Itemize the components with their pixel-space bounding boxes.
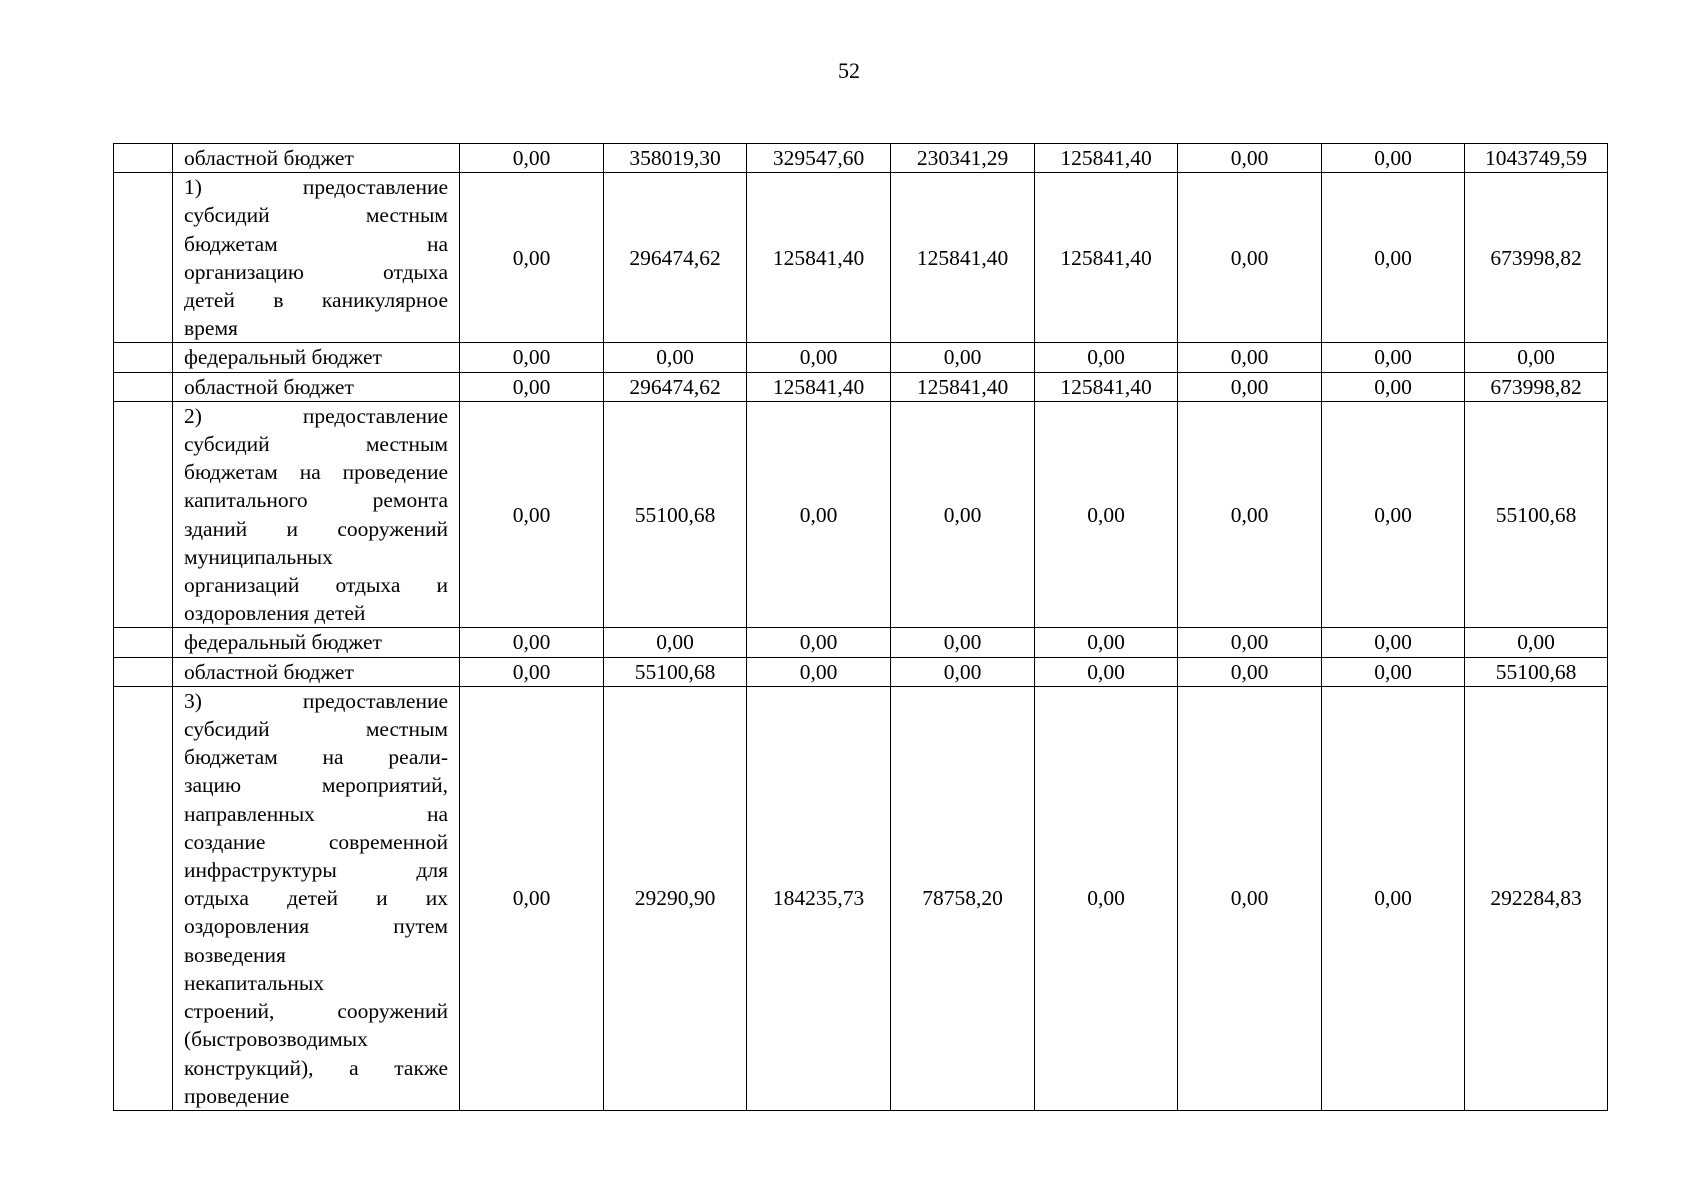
value-cell: 0,00 (1322, 628, 1465, 657)
row-name-line: зацию мероприятий, (184, 773, 448, 798)
table-row (114, 372, 1608, 401)
value-cell: 1043749,59 (1465, 144, 1608, 173)
row-index-cell (114, 686, 173, 1110)
row-name-line: субсидий местным (184, 203, 448, 228)
value-cell: 0,00 (1035, 401, 1178, 628)
value-cell: 0,00 (1322, 657, 1465, 686)
row-name-line: (быстровозводимых (184, 1027, 368, 1052)
row-name-line: организаций отдыха и (184, 573, 448, 598)
value-cell: 0,00 (460, 173, 604, 343)
value-cell: 0,00 (604, 343, 747, 372)
value-cell: 0,00 (1178, 628, 1322, 657)
table-row (114, 686, 1608, 1110)
value-cell: 0,00 (460, 144, 604, 173)
row-name-line: 3) предоставление (184, 688, 448, 713)
value-cell: 0,00 (1035, 686, 1178, 1110)
value-cell: 0,00 (1035, 343, 1178, 372)
value-cell: 0,00 (460, 372, 604, 401)
value-cell: 55100,68 (1465, 657, 1608, 686)
table-row (114, 401, 1608, 628)
row-index-cell (114, 628, 173, 657)
row-name-line: время (184, 316, 238, 341)
table-row (114, 628, 1608, 657)
value-cell: 0,00 (1322, 686, 1465, 1110)
row-name-line: субсидий местным (184, 432, 448, 457)
value-cell: 0,00 (1465, 628, 1608, 657)
value-cell: 0,00 (1178, 401, 1322, 628)
row-name-line: областной бюджет (184, 374, 354, 399)
value-cell: 125841,40 (747, 372, 891, 401)
value-cell: 0,00 (1178, 686, 1322, 1110)
value-cell: 0,00 (747, 657, 891, 686)
value-cell: 0,00 (460, 686, 604, 1110)
table-row (114, 343, 1608, 372)
row-name-line: федеральный бюджет (184, 630, 382, 655)
value-cell: 0,00 (747, 343, 891, 372)
value-cell: 125841,40 (891, 173, 1035, 343)
row-name-line: капитального ремонта (184, 488, 448, 513)
value-cell: 0,00 (460, 657, 604, 686)
row-name-line: 2) предоставление (184, 403, 448, 428)
row-name-line: 1) предоставление (184, 175, 448, 200)
value-cell: 125841,40 (747, 173, 891, 343)
row-name-line: бюджетам на проведение (184, 460, 448, 485)
value-cell: 125841,40 (1035, 144, 1178, 173)
value-cell: 0,00 (1178, 144, 1322, 173)
value-cell: 125841,40 (1035, 173, 1178, 343)
value-cell: 184235,73 (747, 686, 891, 1110)
row-name-cell (173, 372, 460, 401)
row-name-line: организацию отдыха (184, 259, 448, 284)
row-index-cell (114, 144, 173, 173)
row-name-line: федеральный бюджет (184, 345, 382, 370)
page-number: 52 (838, 58, 860, 83)
value-cell: 125841,40 (1035, 372, 1178, 401)
row-name-line: создание современной (184, 829, 448, 854)
value-cell: 0,00 (1178, 372, 1322, 401)
row-name-line: оздоровления детей (184, 601, 366, 626)
row-name-line: областной бюджет (184, 659, 354, 684)
row-name-line: инфраструктуры для (184, 858, 448, 883)
value-cell: 296474,62 (604, 173, 747, 343)
value-cell: 296474,62 (604, 372, 747, 401)
row-name-line: строений, сооружений (184, 999, 448, 1024)
row-name-cell (173, 657, 460, 686)
table-row (114, 657, 1608, 686)
row-name-line: конструкций), а также (184, 1055, 448, 1080)
value-cell: 55100,68 (604, 657, 747, 686)
row-name-cell (173, 343, 460, 372)
value-cell: 0,00 (1178, 657, 1322, 686)
value-cell: 0,00 (747, 401, 891, 628)
row-name-line: бюджетам на реали- (184, 745, 448, 770)
value-cell: 0,00 (891, 628, 1035, 657)
row-name-line: муниципальных (184, 544, 333, 569)
value-cell: 0,00 (460, 401, 604, 628)
value-cell: 329547,60 (747, 144, 891, 173)
table-row (114, 144, 1608, 173)
row-index-cell (114, 372, 173, 401)
value-cell: 125841,40 (891, 372, 1035, 401)
row-index-cell (114, 173, 173, 343)
table-body (114, 144, 1608, 1111)
row-name-line: субсидий местным (184, 717, 448, 742)
value-cell: 0,00 (460, 628, 604, 657)
row-name-cell (173, 173, 460, 343)
row-name-line: бюджетам на (184, 231, 448, 256)
value-cell: 292284,83 (1465, 686, 1608, 1110)
row-name-cell (173, 686, 460, 1110)
value-cell: 0,00 (891, 401, 1035, 628)
value-cell: 29290,90 (604, 686, 747, 1110)
value-cell: 0,00 (1035, 628, 1178, 657)
value-cell: 0,00 (747, 628, 891, 657)
value-cell: 55100,68 (1465, 401, 1608, 628)
row-name-line: областной бюджет (184, 146, 354, 170)
value-cell: 358019,30 (604, 144, 747, 173)
table-row (114, 173, 1608, 343)
value-cell: 0,00 (1465, 343, 1608, 372)
value-cell: 673998,82 (1465, 173, 1608, 343)
value-cell: 0,00 (1322, 173, 1465, 343)
value-cell: 673998,82 (1465, 372, 1608, 401)
value-cell: 55100,68 (604, 401, 747, 628)
budget-table (113, 143, 1608, 1111)
value-cell: 0,00 (1178, 173, 1322, 343)
row-name-line: зданий и сооружений (184, 516, 448, 541)
value-cell: 0,00 (1178, 343, 1322, 372)
row-index-cell (114, 401, 173, 628)
row-index-cell (114, 657, 173, 686)
value-cell: 0,00 (604, 628, 747, 657)
value-cell: 0,00 (1322, 372, 1465, 401)
row-index-cell (114, 343, 173, 372)
row-name-line: детей в каникулярное (184, 288, 448, 313)
row-name-line: некапитальных (184, 970, 325, 995)
value-cell: 0,00 (1322, 401, 1465, 628)
value-cell: 0,00 (1322, 144, 1465, 173)
row-name-line: возведения (184, 942, 286, 967)
row-name-line: отдыха детей и их (184, 886, 448, 911)
value-cell: 0,00 (460, 343, 604, 372)
row-name-cell (173, 628, 460, 657)
value-cell: 230341,29 (891, 144, 1035, 173)
row-name-line: направленных на (184, 801, 448, 826)
value-cell: 78758,20 (891, 686, 1035, 1110)
value-cell: 0,00 (1322, 343, 1465, 372)
value-cell: 0,00 (1035, 657, 1178, 686)
row-name-cell (173, 401, 460, 628)
value-cell: 0,00 (891, 343, 1035, 372)
value-cell: 0,00 (891, 657, 1035, 686)
row-name-cell (173, 144, 460, 173)
row-name-line: проведение (184, 1083, 290, 1108)
row-name-line: оздоровления путем (184, 914, 448, 939)
